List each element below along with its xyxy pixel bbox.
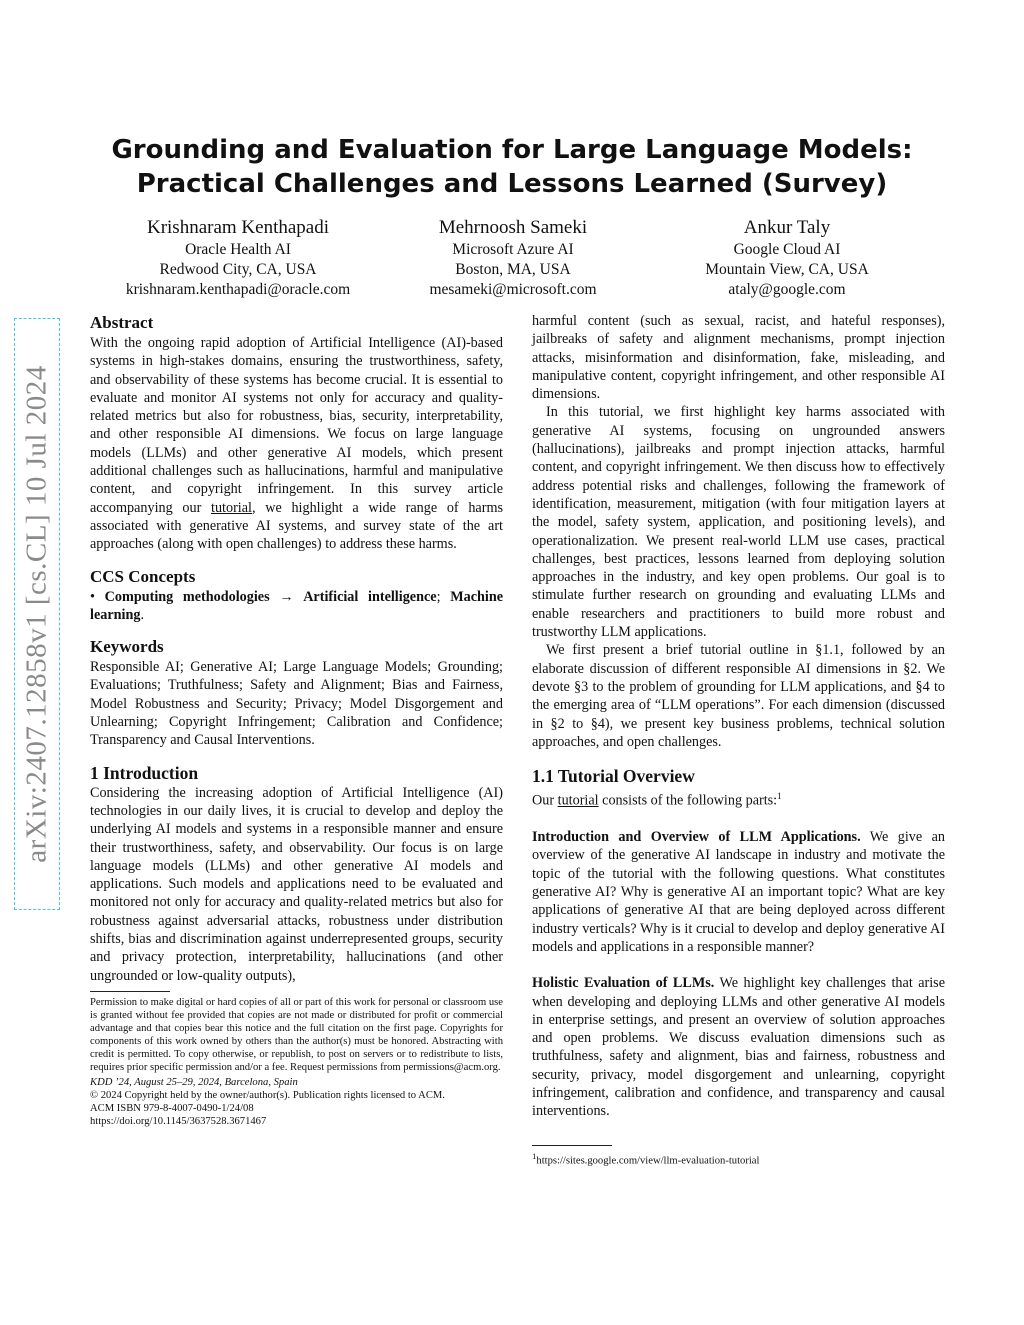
right-column [532,312,945,1167]
author-email[interactable]: krishnaram.kenthapadi@oracle.com [125,281,351,298]
footnote-ref: 1 [777,791,782,802]
copyright: © 2024 Copyright held by the owner/author(s). Publication rights licensed to ACM. [90,1089,445,1101]
overview-part: Introduction and Overview of LLM Applications. We give an overview of the generative AI landscape in industry and motivate the topic of the tutorial with the following questions. What constitutes generative AI? Why is generative AI an important topic? What are key applications of generative AI that are being deployed across different industry verticals? Why is it crucial to develop and deploy generative AI models and applications in a responsible manner? [532,829,946,955]
keywords-heading: Keywords [90,637,164,657]
arxiv-stamp [14,318,60,910]
author-name: Mehrnoosh Sameki [438,217,588,238]
author-block [88,216,388,300]
paper-title: Grounding and Evaluation for Large Language Models: Practical Challenges and Lessons Learned (Survey) [111,135,913,199]
intro-paragraph: We first present a brief tutorial outline in §1.1, followed by an elaborate discussion of different responsible AI dimensions in §2. We devote §3 to the problem of grounding for LLM applications, and §4 to the emerging area of “LLM operations”. For each dimension (discussed in §2 to §4), we present key business problems, technical solution approaches, and open challenges. [532,642,945,750]
abstract-heading: Abstract [90,313,154,332]
author-email[interactable]: ataly@google.com [728,281,846,298]
tutorial-overview-heading: 1.1 Tutorial Overview [532,766,695,787]
left-column [90,312,503,1128]
introduction-heading: 1 Introduction [90,762,199,783]
author-affiliation: Google Cloud AI [733,241,841,258]
footnote: $^1$https://sites.google.com/view/llm-evaluation-tutorial [532,1150,760,1167]
author-name: Krishnaram Kenthapadi [146,217,330,238]
keywords-text: Responsible AI; Generative AI; Large Language Models; Grounding; Evaluations; Truthfulness; Safety and Alignment; Bias and Fairness, Model Robustness and Security; Privacy; Model Disgorgement and Unlearning; Copyright Infringement; Calibration and Confidence; Transparency and Causal Interventions. [90,659,503,749]
author-location: Boston, MA, USA [455,261,571,278]
venue: KDD ’24, August 25–29, 2024, Barcelona, Spain [90,1076,298,1088]
author-location: Redwood City, CA, USA [159,261,317,278]
author-block [637,216,937,300]
author-name: Ankur Taly [743,217,831,238]
tutorial-link[interactable]: tutorial [211,499,252,516]
permission-notice: Permission to make digital or hard copies of all or part of this work for personal or classroom use is granted without fee provided that copies are not made or distributed for profit or commercial advantage and that copies bear this notice and the full citation on the first page. Copyrights for components of this work owned by others than the author(s) must be honored. Abstracting with credit is permitted. To copy otherwise, or republish, to post on servers or to redistribute to lists, requires prior specific permission and/or a fee. Request permissions from permissions@acm.org. [90,996,503,1073]
author-affiliation: Microsoft Azure AI [452,241,574,258]
arxiv-id: arXiv:2407.12858v1 [cs.CL] 10 Jul 2024 [20,365,53,863]
author-location: Mountain View, CA, USA [705,261,869,278]
author-block [363,216,663,300]
doi-link[interactable]: https://doi.org/10.1145/3637528.3671467 [90,1115,267,1127]
part-title: Holistic Evaluation of LLMs. [532,975,715,992]
overview-part: Holistic Evaluation of LLMs. We highlight key challenges that arise when developing and deploying LLMs and other generative AI models in enterprise settings, and present an overview of solution approaches and open problems. We discuss evaluation dimensions such as truthfulness, safety and alignment, bias and fairness, robustness and security, privacy, model disgorgement and unlearning, copyright infringement, calibration and confidence, and transparency and causal interventions. [532,975,945,1120]
abstract-text: With the ongoing rapid adoption of Artificial Intelligence (AI)-based systems in high-stakes domains, ensuring the trustworthiness, safety, and observability of these systems has become crucial. It is essential to evaluate and monitor AI systems not only for accuracy and quality-related metrics but also for robustness, bias, security, interpretability, and other responsible AI dimensions. We focus on large language models (LLMs) and other generative AI models, which present additional challenges such as hallucinations, harmful and manipulative content, and copyright infringement. In this survey article accompanying our tutorial, we highlight a wide range of harms associated with generative AI systems, and survey state of the art approaches (along with open challenges) to address these harms. [90,335,503,553]
ccs-heading: CCS Concepts [90,566,196,586]
intro-paragraph: In this tutorial, we first highlight key harms associated with generative AI systems, focusing on ungrounded answers (hallucinations), jailbreaks and prompt injection attacks, harmful content, and copyright infringement. We then discuss how to effectively address potential risks and challenges, following the framework of identification, measurement, mitigation (with four mitigation layers at the model, safety system, application, and positioning levels), and operationalization. We present real-world LLM use cases, practical challenges, best practices, lessons learned from deploying solution approaches in the industry, and key open problems. Our goal is to stimulate further research on grounding and evaluating LLMs and enable researchers and practitioners to build more robust and trustworthy LLM applications. [532,404,945,641]
author-affiliation: Oracle Health AI [185,241,291,258]
intro-paragraph: Considering the increasing adoption of Artificial Intelligence (AI) technologies in our daily lives, it is crucial to develop and deploy the underlying AI models and systems in a responsible manner and ensure their trustworthiness, safety, and observability. Our focus is on large language models (LLMs) and other generative AI models and applications. Such models and applications need to be evaluated and monitored not only for accuracy and quality-related metrics but also for robustness against adversarial attacks, robustness under distribution shifts, bias and discrimination against underrepresented groups, security and privacy protection, interpretability, hallucinations (and other ungrounded or low-quality outputs), [90,784,503,984]
part-title: Introduction and Overview of LLM Applications. [532,829,861,846]
ccs-concepts: • Computing methodologies → Artificial intelligence; Machine learning. [90,588,504,623]
author-email[interactable]: mesameki@microsoft.com [429,281,597,298]
overview-lead: Our tutorial consists of the following parts:$^1$ [532,791,782,809]
footnote-url[interactable]: https://sites.google.com/view/llm-evaluation-tutorial [536,1155,760,1167]
intro-paragraph-continued: harmful content (such as sexual, racist, and hateful responses), jailbreaks of safety and alignment mechanisms, prompt injection attacks, misinformation and disinformation, fake, misleading, and manipulative content, copyright infringement, and other responsible AI dimensions. [532,313,945,403]
isbn: ACM ISBN 979-8-4007-0490-1/24/08 [90,1102,254,1114]
tutorial-link[interactable]: tutorial [557,792,599,809]
